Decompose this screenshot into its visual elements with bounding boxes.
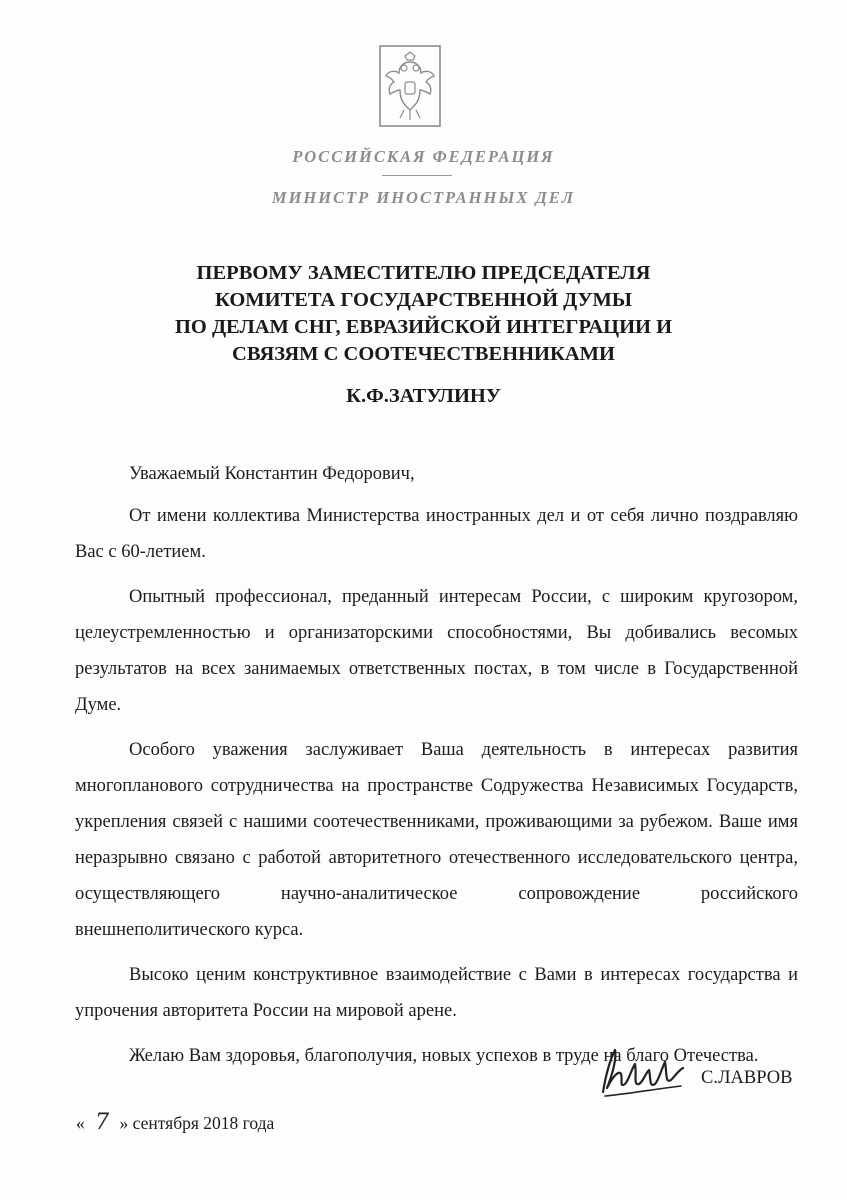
- letterhead-position: МИНИСТР ИНОСТРАННЫХ ДЕЛ: [271, 188, 576, 207]
- signer-name: С.ЛАВРОВ: [701, 1068, 793, 1088]
- addressee-line: КОМИТЕТА ГОСУДАРСТВЕННОЙ ДУМЫ: [214, 289, 633, 311]
- body-paragraph: От имени коллектива Министерства иностранных дел и от себя лично поздравляю Вас с 60-летием.: [75, 506, 798, 562]
- addressee-name: К.Ф.ЗАТУЛИНУ: [346, 385, 501, 407]
- date-month-year: сентября 2018 года: [132, 1113, 275, 1133]
- date-day: 7: [95, 1110, 110, 1135]
- letterhead-country: РОССИЙСКАЯ ФЕДЕРАЦИЯ: [292, 147, 555, 166]
- addressee-line: ПО ДЕЛАМ СНГ, ЕВРАЗИЙСКОЙ ИНТЕГРАЦИИ И: [174, 316, 673, 338]
- body-paragraph: Особого уважения заслуживает Ваша деятельность в интересах развития многопланового сотрудничества на пространстве Содружества Независимых Государств, укрепления связей с нашими соотечественниками, проживающими за рубежом. Ваше имя неразрывно связано с работой авторитетного отечественного исследовательского центра, осуществляющего научно-аналитическое сопровождение российского внешнеполитического курса.: [75, 740, 798, 940]
- russian-coat-of-arms-icon: [378, 44, 442, 128]
- salutation: Уважаемый Константин Федорович,: [129, 464, 415, 484]
- handwritten-signature-icon: [595, 1040, 687, 1102]
- addressee-line: СВЯЗЯМ С СООТЕЧЕСТВЕННИКАМИ: [232, 343, 615, 365]
- letter-date: [76, 1110, 274, 1135]
- date-open-quote: «: [76, 1113, 85, 1133]
- body-paragraph: Опытный профессионал, преданный интересам России, с широким кругозором, целеустремленностью и организаторскими способностями, Вы добивались весомых результатов на всех занимаемых ответственных постах, в том числе в Государственной Думе.: [75, 587, 798, 715]
- addressee-block: [0, 260, 847, 368]
- date-close-quote: »: [119, 1113, 129, 1133]
- body-paragraph: Желаю Вам здоровья, благополучия, новых успехов в труде на благо Отечества.: [129, 1046, 759, 1066]
- letter-body: [75, 456, 798, 1083]
- letterhead-divider: [382, 175, 452, 176]
- addressee-line: ПЕРВОМУ ЗАМЕСТИТЕЛЮ ПРЕДСЕДАТЕЛЯ: [196, 262, 651, 284]
- body-paragraph: Высоко ценим конструктивное взаимодействие с Вами в интересах государства и упрочения авторитета России на мировой арене.: [75, 965, 798, 1021]
